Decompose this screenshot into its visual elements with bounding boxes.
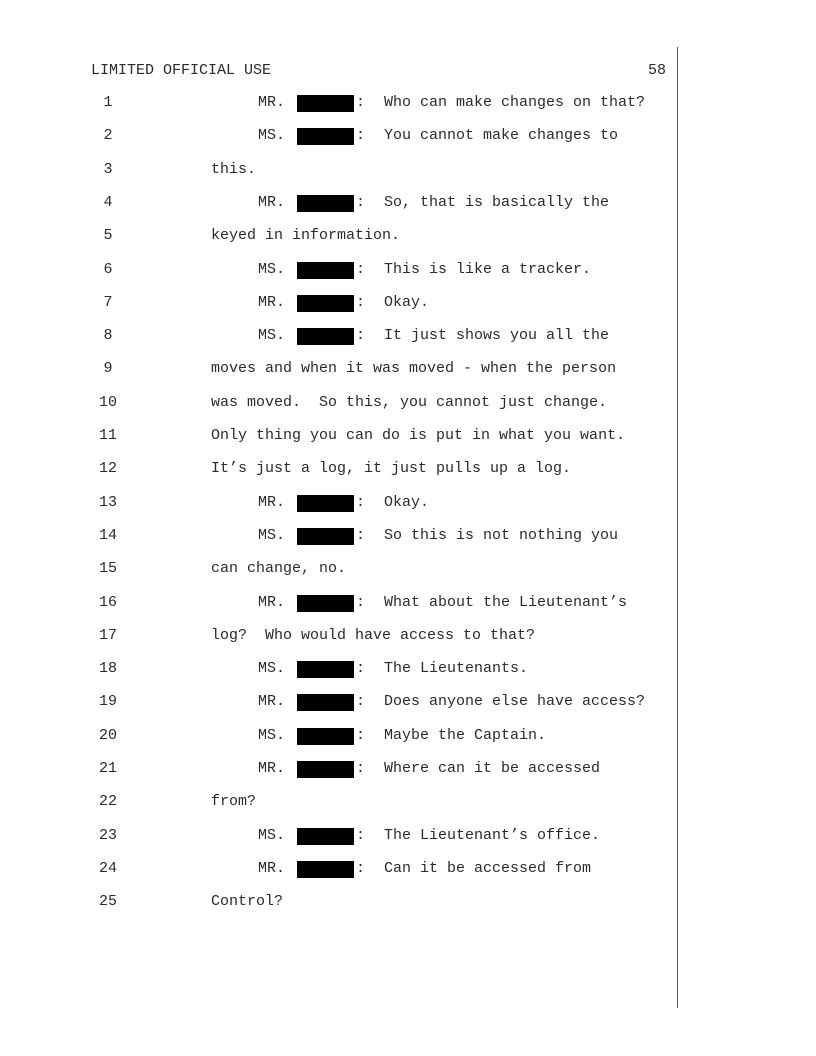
line-number: 12 — [98, 460, 117, 478]
line-number: 1 — [103, 94, 113, 111]
line-number: 2 — [103, 127, 113, 145]
speaker-title: MS. — [258, 526, 286, 544]
speech-text: Maybe the Captain. — [384, 726, 547, 744]
speech-text: Okay. — [384, 493, 430, 511]
transcript-line — [0, 527, 676, 547]
line-number: 22 — [98, 793, 117, 811]
redaction-box — [297, 761, 354, 778]
speaker-title: MR. — [258, 760, 286, 777]
speaker-colon: : — [356, 826, 366, 844]
continuation-text: moves and when it was moved - when the person — [211, 360, 617, 378]
line-number: 7 — [103, 293, 113, 311]
speaker-colon: : — [356, 193, 366, 211]
speaker-colon: : — [356, 726, 366, 744]
transcript-line — [0, 560, 676, 580]
speech-text: Where can it be accessed — [384, 760, 601, 777]
line-number: 13 — [98, 493, 117, 511]
redaction-box — [297, 495, 354, 512]
transcript-line — [0, 360, 676, 380]
transcript-line — [0, 627, 676, 647]
redaction-box — [297, 195, 354, 212]
speaker-colon: : — [356, 327, 366, 345]
redaction-box — [297, 328, 354, 345]
speaker-title: MS. — [258, 826, 286, 844]
speaker-title: MS. — [258, 127, 286, 145]
speech-text: Can it be accessed from — [384, 859, 592, 877]
continuation-text: was moved. So this, you cannot just change. — [211, 393, 608, 411]
speaker-colon: : — [356, 293, 366, 311]
transcript-line — [0, 327, 676, 347]
line-number: 5 — [103, 227, 113, 245]
speaker-title: MR. — [258, 94, 286, 111]
continuation-text: Control? — [211, 893, 284, 911]
continuation-text: keyed in information. — [211, 227, 401, 245]
speaker-title: MS. — [258, 260, 286, 278]
line-number: 19 — [98, 693, 117, 711]
line-number: 16 — [98, 593, 117, 611]
speaker-colon: : — [356, 526, 366, 544]
right-margin-rule — [677, 47, 678, 1008]
line-number: 4 — [103, 193, 113, 211]
redaction-box — [297, 828, 354, 845]
redaction-box — [297, 595, 354, 612]
line-number: 6 — [103, 260, 113, 278]
transcript-line — [0, 793, 676, 813]
speech-text: You cannot make changes to — [384, 127, 619, 145]
speaker-colon: : — [356, 693, 366, 711]
page-number: 58 — [647, 62, 666, 79]
line-number: 25 — [98, 893, 117, 911]
transcript-line — [0, 227, 676, 247]
line-number: 11 — [98, 427, 117, 444]
transcript-line — [0, 460, 676, 480]
transcript-line — [0, 693, 676, 713]
transcript-line — [0, 893, 676, 913]
speaker-colon: : — [356, 127, 366, 145]
line-number: 21 — [98, 760, 117, 777]
transcript-line — [0, 394, 676, 414]
redaction-box — [297, 295, 354, 312]
line-number: 23 — [98, 826, 117, 844]
speaker-title: MR. — [258, 593, 286, 611]
redaction-box — [297, 861, 354, 878]
line-number: 18 — [98, 660, 117, 678]
continuation-text: log? Who would have access to that? — [211, 626, 536, 644]
continuation-text: can change, no. — [211, 560, 347, 578]
transcript-line — [0, 594, 676, 614]
line-number: 24 — [98, 859, 117, 877]
transcript-line — [0, 860, 676, 880]
speech-text: So, that is basically the — [384, 193, 610, 211]
speech-text: The Lieutenant’s office. — [384, 826, 601, 844]
speaker-colon: : — [356, 859, 366, 877]
continuation-text: this. — [211, 160, 257, 178]
speech-text: This is like a tracker. — [384, 260, 592, 278]
transcript-line — [0, 127, 676, 147]
transcript-line — [0, 660, 676, 680]
speaker-title: MS. — [258, 660, 286, 678]
transcript-line — [0, 827, 676, 847]
speaker-title: MR. — [258, 293, 286, 311]
continuation-text: from? — [211, 793, 257, 811]
line-number: 20 — [98, 726, 117, 744]
line-number: 10 — [98, 393, 117, 411]
redaction-box — [297, 95, 354, 112]
line-number: 8 — [103, 327, 113, 345]
continuation-text: It’s just a log, it just pulls up a log. — [211, 460, 572, 478]
speech-text: Who can make changes on that? — [384, 94, 646, 111]
line-number: 14 — [98, 526, 117, 544]
speaker-title: MS. — [258, 327, 286, 345]
redaction-box — [297, 128, 354, 145]
speaker-title: MR. — [258, 693, 286, 711]
speaker-colon: : — [356, 660, 366, 678]
transcript-line — [0, 261, 676, 281]
transcript-line — [0, 194, 676, 214]
transcript-line — [0, 161, 676, 181]
redaction-box — [297, 728, 354, 745]
transcript-line — [0, 494, 676, 514]
speaker-colon: : — [356, 493, 366, 511]
line-number: 15 — [98, 560, 117, 578]
speaker-colon: : — [356, 760, 366, 777]
line-number: 17 — [98, 626, 117, 644]
transcript-line — [0, 94, 676, 114]
continuation-text: Only thing you can do is put in what you want. — [211, 427, 626, 444]
speaker-colon: : — [356, 94, 366, 111]
speech-text: The Lieutenants. — [384, 660, 529, 678]
speaker-title: MR. — [258, 193, 286, 211]
transcript-line — [0, 760, 676, 780]
classification-header: LIMITED OFFICIAL USE — [91, 62, 272, 79]
speech-text: So this is not nothing you — [384, 526, 619, 544]
redaction-box — [297, 694, 354, 711]
speech-text: What about the Lieutenant’s — [384, 593, 628, 611]
speaker-colon: : — [356, 593, 366, 611]
redaction-box — [297, 528, 354, 545]
speaker-title: MS. — [258, 726, 286, 744]
transcript-line — [0, 427, 676, 447]
speech-text: It just shows you all the — [384, 327, 610, 345]
speaker-title: MR. — [258, 493, 286, 511]
redaction-box — [297, 262, 354, 279]
speaker-title: MR. — [258, 859, 286, 877]
transcript-line — [0, 294, 676, 314]
speech-text: Okay. — [384, 293, 430, 311]
speaker-colon: : — [356, 260, 366, 278]
transcript-line — [0, 727, 676, 747]
redaction-box — [297, 661, 354, 678]
line-number: 3 — [103, 160, 113, 178]
speech-text: Does anyone else have access? — [384, 693, 646, 711]
line-number: 9 — [103, 360, 113, 378]
